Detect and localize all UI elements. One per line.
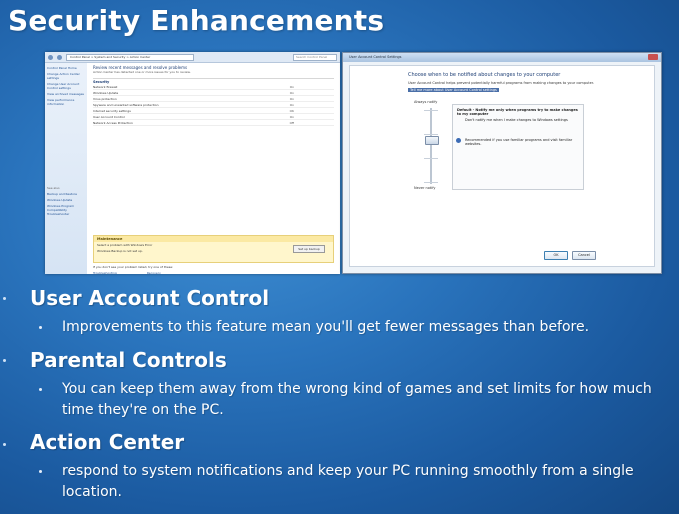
maintenance-heading[interactable]: Maintenance xyxy=(94,236,333,242)
action-center-sidebar xyxy=(45,63,87,274)
level-bullet: Don't notify me when I make changes to Windows settings xyxy=(465,118,568,122)
bullet-icon xyxy=(3,359,6,362)
uac-settings-screenshot xyxy=(342,52,662,274)
slide-title: Security Enhancements xyxy=(8,4,385,37)
uac-slider-track[interactable] xyxy=(430,108,432,184)
row-status: On xyxy=(289,90,294,95)
row-status: Off xyxy=(289,120,294,125)
sidebar-item-performance[interactable]: View performance information xyxy=(47,98,75,106)
uac-heading: Choose when to be notified about changes to your computer xyxy=(408,72,561,78)
set-up-backup-button[interactable]: Set up backup xyxy=(293,245,325,253)
see-also-heading: See also xyxy=(47,186,60,190)
cancel-button[interactable]: Cancel xyxy=(572,251,596,260)
section-text-uac: Improvements to this feature mean you'll get fewer messages than before. xyxy=(62,319,590,335)
uac-slider-thumb[interactable] xyxy=(425,136,439,145)
uac-more-link[interactable]: Tell me more about User Account Control settings xyxy=(410,88,497,92)
info-icon xyxy=(456,138,461,143)
uac-body xyxy=(349,65,655,267)
sidebar-item-uac-settings[interactable]: Change User Account Control settings xyxy=(47,82,80,90)
footer-prompt: If you don't see your problem listed, try one of these: xyxy=(93,265,174,269)
sub-bullet-icon xyxy=(39,470,42,473)
sub-bullet-icon xyxy=(39,326,42,329)
row-status: On xyxy=(289,114,294,119)
action-center-screenshot xyxy=(45,52,340,274)
slider-tick xyxy=(424,158,438,159)
row-label: Spyware and unwanted software protection xyxy=(93,102,159,107)
see-also-troubleshooter[interactable]: Windows Program Compatibility Troubleshooter xyxy=(47,204,75,216)
maintenance-panel xyxy=(93,235,334,263)
uac-window-title: User Account Control Settings xyxy=(349,55,402,59)
row-status: OK xyxy=(289,108,294,113)
row-status: On xyxy=(289,96,294,101)
see-also-windows-update[interactable]: Windows Update xyxy=(47,198,73,202)
slider-tick xyxy=(424,134,438,135)
bullet-icon xyxy=(3,297,6,300)
section-heading-action-center: Action Center xyxy=(30,430,185,454)
ok-button[interactable]: OK xyxy=(544,251,568,260)
always-notify-label: Always notify xyxy=(414,100,438,104)
action-center-subheading: Action Center has detected one or more issues for you to review. xyxy=(93,70,191,74)
uac-titlebar xyxy=(343,53,661,62)
sub-bullet-icon xyxy=(39,388,42,391)
row-status: On xyxy=(289,102,294,107)
level-title: Default - Notify me only when programs try to make changes to my computer xyxy=(457,108,578,116)
security-row xyxy=(93,120,334,126)
uac-level-description xyxy=(452,104,584,190)
sidebar-item-home[interactable]: Control Panel Home xyxy=(47,66,77,70)
slider-tick xyxy=(424,110,438,111)
row-label: Network firewall xyxy=(93,84,118,89)
back-icon[interactable] xyxy=(48,55,53,60)
row-label: Network Access Protection xyxy=(93,120,133,125)
recommendation-text: Recommended if you use familiar programs and visit familiar websites. xyxy=(465,138,573,146)
section-text-parental: You can keep them away from the wrong kind of games and set limits for how much time they're on the PC. xyxy=(62,381,652,418)
sidebar-item-change-settings[interactable]: Change Action Center settings xyxy=(47,72,80,80)
section-heading-uac: User Account Control xyxy=(30,286,270,310)
slider-tick xyxy=(424,182,438,183)
section-heading-parental: Parental Controls xyxy=(30,348,227,372)
level-recommendation xyxy=(453,122,583,146)
action-center-heading: Review recent messages and resolve problems xyxy=(93,65,188,70)
recovery-link[interactable]: Recovery xyxy=(146,271,161,274)
security-section-heading[interactable]: Security xyxy=(93,78,334,84)
row-label: User Account Control xyxy=(93,114,125,119)
never-notify-label: Never notify xyxy=(414,186,436,190)
bullet-icon xyxy=(3,443,6,446)
action-center-footer xyxy=(93,265,334,274)
row-label: Internet security settings xyxy=(93,108,131,113)
address-bar xyxy=(45,52,340,63)
breadcrumb[interactable]: Control Panel > System and Security > Action Center xyxy=(66,54,194,61)
uac-description: User Account Control helps prevent potentially harmful programs from making changes to your computer. xyxy=(408,81,595,85)
row-label: Virus protection xyxy=(93,96,117,101)
section-text-action-center: respond to system notifications and keep your PC running smoothly from a single location. xyxy=(62,463,634,500)
close-icon[interactable] xyxy=(648,54,658,60)
maintenance-line: Windows Backup is not set up. xyxy=(97,249,143,253)
row-status: On xyxy=(289,84,294,89)
see-also-backup[interactable]: Backup and Restore xyxy=(47,192,77,196)
sidebar-item-archived[interactable]: View archived messages xyxy=(47,92,84,96)
maintenance-line: Select a problem with Windows Error xyxy=(97,243,153,247)
row-label: Windows Update xyxy=(93,90,119,95)
forward-icon[interactable] xyxy=(57,55,62,60)
troubleshooting-link[interactable]: Troubleshooting xyxy=(93,271,117,274)
search-input[interactable]: Search Control Panel xyxy=(293,54,337,61)
action-center-main xyxy=(93,65,334,274)
